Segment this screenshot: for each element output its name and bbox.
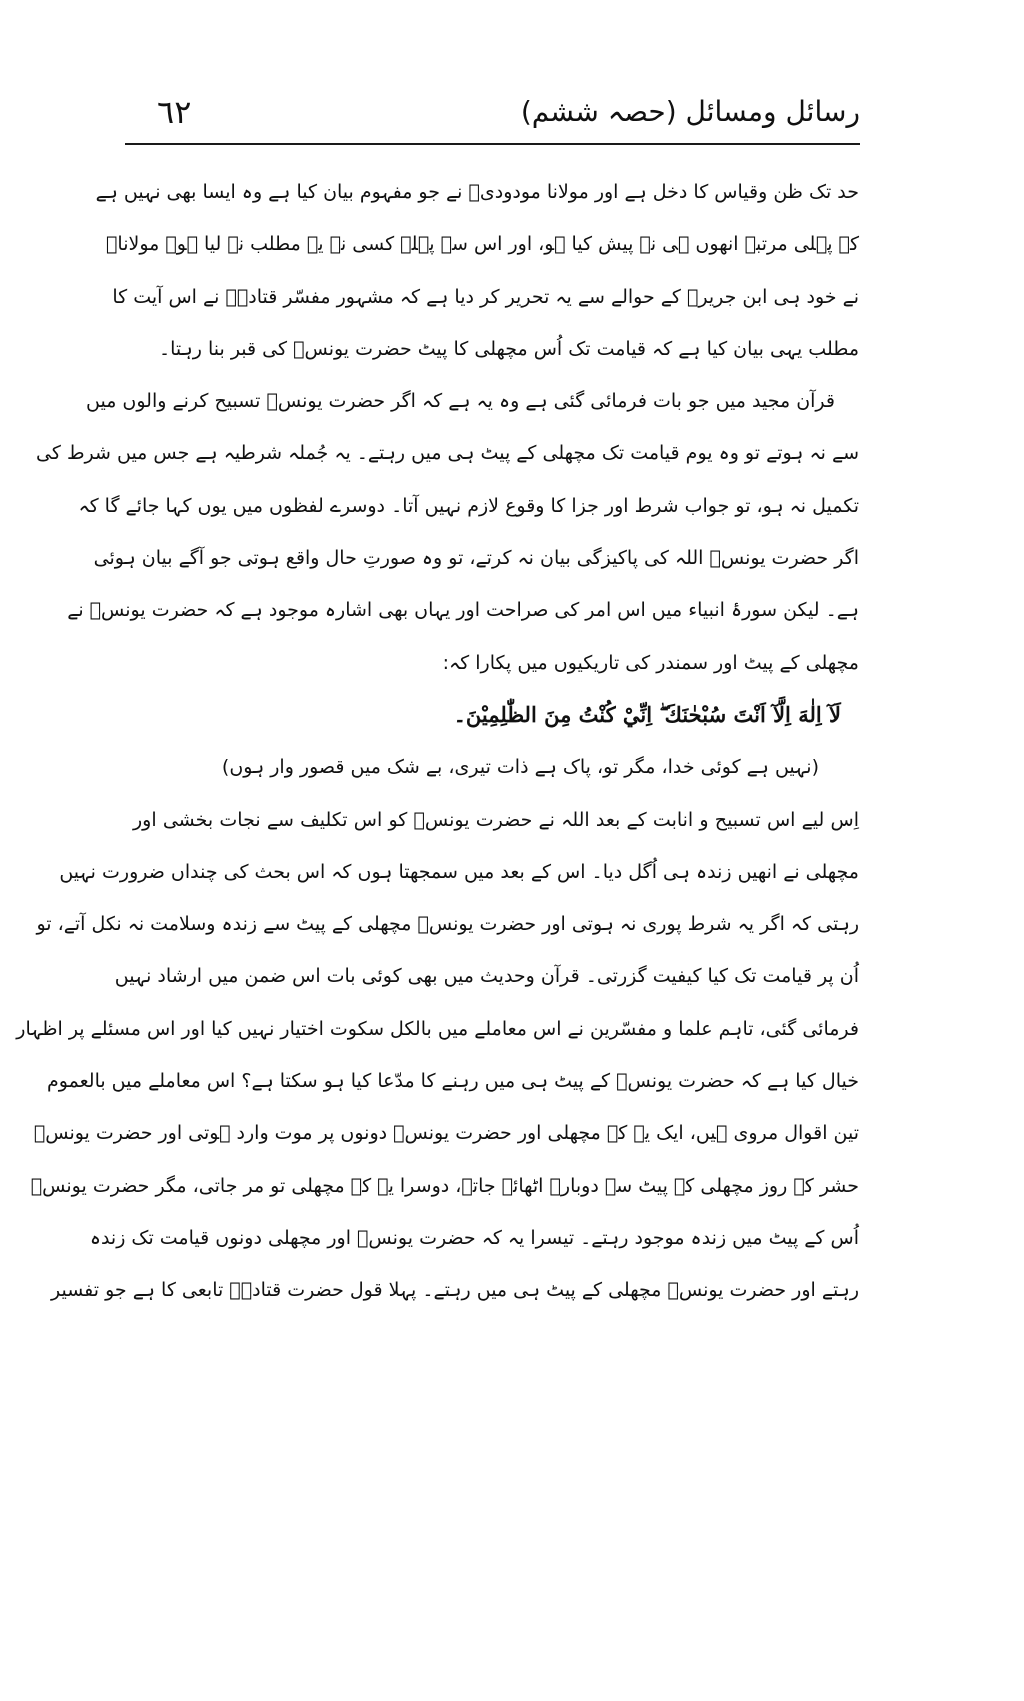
page-header: [125, 92, 860, 140]
text-line: مچھلی نے انھیں زندہ ہی اُگل دیا۔ اس کے بعد میں سمجھتا ہوں کہ اس بحث کی چنداں ضرورت نہیں: [59, 860, 859, 883]
text-line: رہتے اور حضرت یونسؑ مچھلی کے پیٹ ہی میں رہتے۔ پہلا قول حضرت قتادہؒ تابعی کا ہے جو تفسیر: [51, 1279, 859, 1302]
text-line: خیال کیا ہے کہ حضرت یونسؑ کے پیٹ ہی میں رہنے کا مدّعا کیا ہو سکتا ہے؟ اس معاملے میں بالعموم: [47, 1070, 859, 1093]
verse-translation: (نہیں ہے کوئی خدا، مگر تو، پاک ہے ذات تیری، بے شک میں قصور وار ہوں): [221, 756, 819, 779]
text-line: حشر کے روز مچھلی کے پیٹ سے دوبارہ اٹھائے جاتے، دوسرا یہ کہ مچھلی تو مر جاتی، مگر حضرت یونسؑ: [30, 1174, 859, 1197]
body-text: [16, 166, 859, 1317]
text-line: فرمائی گئی، تاہم علما و مفسّرین نے اس معاملے میں بالکل سکوت اختیار نہیں کیا اور اس مسئلے پر اظہار: [16, 1017, 859, 1040]
text-line: اُن پر قیامت تک کیا کیفیت گزرتی۔ قرآن وحدیث میں بھی کوئی بات اس ضمن میں ارشاد نہیں: [114, 965, 859, 988]
text-line: ہے۔ لیکن سورۂ انبیاء میں اس امر کی صراحت اور یہاں بھی اشارہ موجود ہے کہ حضرت یونسؑ نے: [67, 599, 859, 622]
text-line: کہ پہلی مرتبہ انھوں ہی نے پیش کیا ہو، اور اس سے پہلے کسی نے یہ مطلب نہ لیا ہو۔ مولاناؒ: [106, 233, 859, 256]
text-line: مطلب یہی بیان کیا ہے کہ قیامت تک اُس مچھلی کا پیٹ حضرت یونسؑ کی قبر بنا رہتا۔: [158, 337, 859, 360]
quranic-verse: لَآ اِلٰهَ اِلَّآ اَنْتَ سُبْحٰنَكَ ۖ اِنِّيْ كُنْتُ مِنَ الظّٰلِمِيْنَ۔: [453, 701, 841, 727]
text-line: رہتی کہ اگر یہ شرط پوری نہ ہوتی اور حضرت یونسؑ مچھلی کے پیٹ سے زندہ وسلامت نہ نکل آتے، تو: [36, 913, 859, 936]
text-line: نے خود ہی ابن جریرؒ کے حوالے سے یہ تحریر کر دیا ہے کہ مشہور مفسّر قتادہؒ نے اس آیت کا: [112, 285, 859, 308]
page-number: ٦٢: [157, 93, 192, 131]
text-line: اگر حضرت یونسؑ اللہ کی پاکیزگی بیان نہ کرتے، تو وہ صورتِ حال واقع ہوتی جو آگے بیان ہوئی: [93, 547, 859, 570]
text-line: مچھلی کے پیٹ اور سمندر کی تاریکیوں میں پکارا کہ:: [442, 651, 859, 674]
text-line: تین اقوال مروی ہیں، ایک یہ کہ مچھلی اور حضرت یونسؑ دونوں پر موت وارد ہوتی اور حضرت یونسؑ: [33, 1122, 859, 1145]
paragraph-start-line: قرآن مجید میں جو بات فرمائی گئی ہے وہ یہ ہے کہ اگر حضرت یونسؑ تسبیح کرنے والوں میں: [86, 390, 835, 413]
text-line: اُس کے پیٹ میں زندہ موجود رہتے۔ تیسرا یہ کہ حضرت یونسؑ اور مچھلی دونوں قیامت تک زندہ: [89, 1226, 859, 1249]
text-line: حد تک ظن وقیاس کا دخل ہے اور مولانا مودودیؒ نے جو مفہوم بیان کیا ہے وہ ایسا بھی نہیں ہے: [95, 181, 859, 203]
text-line: تکمیل نہ ہو، تو جواب شرط اور جزا کا وقوع لازم نہیں آتا۔ دوسرے لفظوں میں یوں کہا جائے گا کہ: [78, 494, 859, 517]
running-title: رسائل ومسائل (حصہ ششم): [520, 95, 860, 128]
header-rule: [125, 143, 860, 145]
text-line: سے نہ ہوتے تو وہ یوم قیامت تک مچھلی کے پیٹ ہی میں رہتے۔ یہ جُملہ شرطیہ ہے جس میں شرط کی: [36, 442, 859, 465]
text-line: اِس لیے اس تسبیح و انابت کے بعد اللہ نے حضرت یونسؑ کو اس تکلیف سے نجات بخشی اور: [133, 808, 859, 831]
